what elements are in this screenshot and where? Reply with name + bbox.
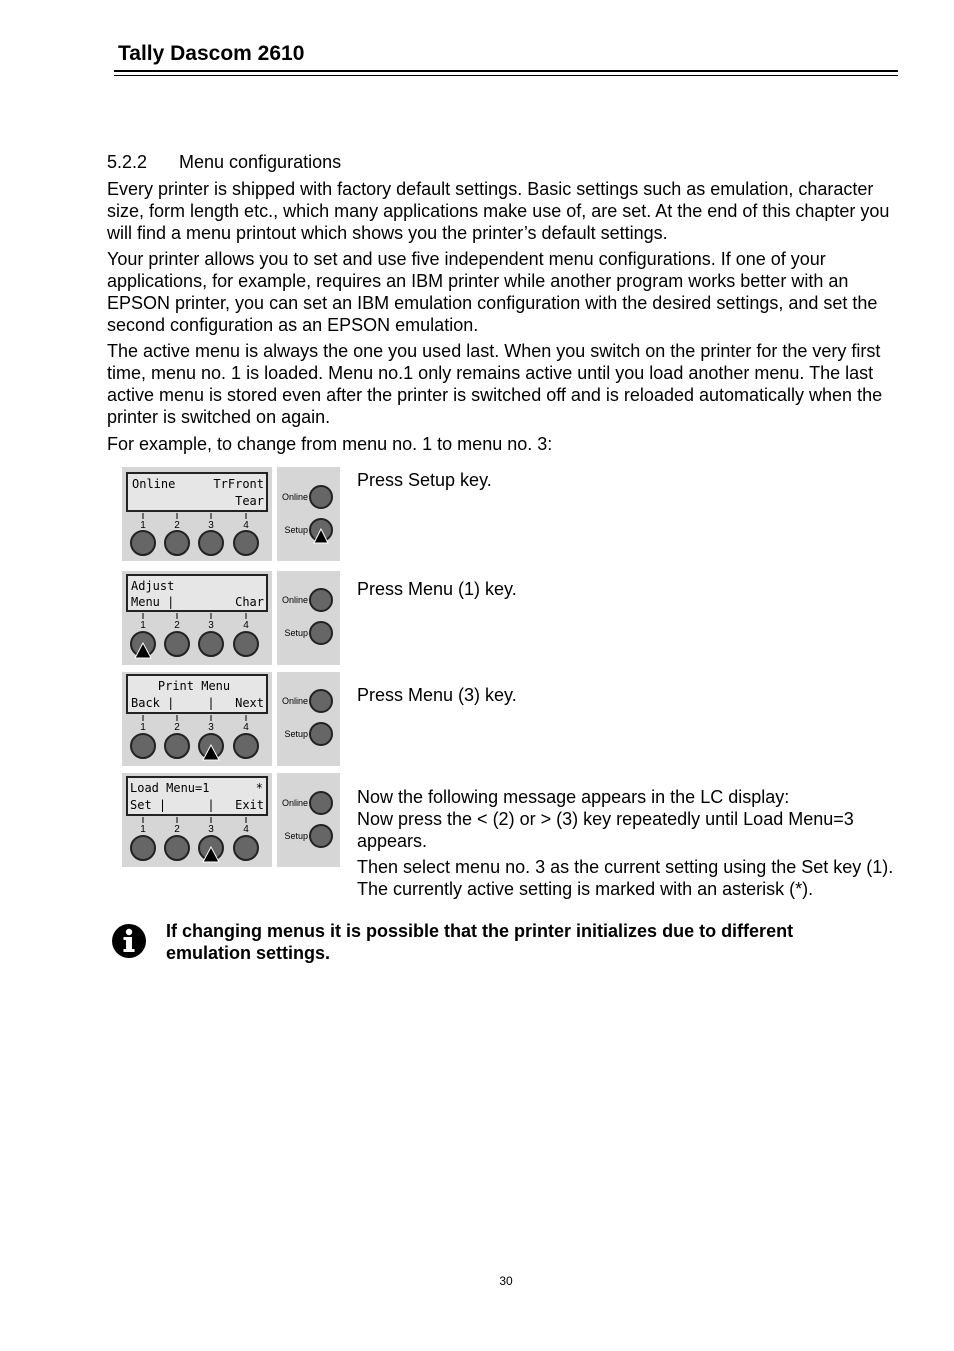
key-label-3: 3 — [208, 520, 214, 531]
header-rule — [114, 70, 898, 76]
paragraph-example: For example, to change from menu no. 1 to menu no. 3: — [107, 434, 553, 454]
online-button-label: Online — [281, 492, 308, 502]
menu-key-3 — [199, 531, 223, 555]
menu-key-2 — [165, 734, 189, 758]
menu-key-4 — [234, 836, 258, 860]
menu-key-1 — [131, 836, 155, 860]
menu-key-2 — [165, 632, 189, 656]
online-button — [310, 486, 332, 508]
section-heading — [107, 152, 341, 173]
step-select-menu: Then select menu no. 3 as the current setting using the Set key (1). The currently active setting is marked with an asterisk (*). — [357, 857, 894, 899]
menu-key-3 — [199, 632, 223, 656]
key-label-3: 3 — [208, 620, 214, 631]
key-label-1: 1 — [140, 824, 146, 835]
paragraph-active-menu: The active menu is always the one you used last. When you switch on the printer for the very first time, menu no. 1 is loaded. Menu no.1 only remains active until you load another menu. The last active menu is stored even after the printer is switched off and is reloaded automatically when the printer is switched on again. — [107, 341, 883, 427]
lcd-line1-left: Load Menu=1 — [130, 781, 210, 795]
setup-button-label: Setup — [284, 729, 308, 739]
menu-key-2 — [165, 836, 189, 860]
online-button — [310, 792, 332, 814]
note-text: If changing menus it is possible that the printer initializes due to different emulation settings. — [166, 921, 794, 963]
lcd-line2-right: Char — [235, 595, 264, 609]
info-icon — [111, 923, 147, 959]
key-label-4: 4 — [243, 520, 249, 531]
step-press-menu-3: Press Menu (3) key. — [357, 685, 517, 705]
lcd-line2-left: Back | — [131, 696, 175, 710]
key-label-4: 4 — [243, 722, 249, 733]
step-press-menu-1: Press Menu (1) key. — [357, 579, 517, 599]
printer-panel-setup — [122, 467, 340, 561]
key-label-2: 2 — [174, 620, 180, 631]
printer-panel-adjust — [122, 571, 340, 665]
key-label-1: 1 — [140, 620, 146, 631]
printer-panel-load-menu — [122, 773, 340, 867]
paragraph-defaults: Every printer is shipped with factory default settings. Basic settings such as emulation, character size, form length etc., which many applications make use of, are set. At the end of this chapter you will find a menu printout which shows you the printer’s default settings. — [107, 179, 890, 243]
online-button — [310, 690, 332, 712]
key-label-2: 2 — [174, 722, 180, 733]
setup-button-label: Setup — [284, 628, 308, 638]
section-title: Menu configurations — [179, 152, 342, 172]
online-button-label: Online — [281, 696, 308, 706]
setup-button — [310, 723, 332, 745]
setup-button — [310, 622, 332, 644]
menu-key-4 — [234, 632, 258, 656]
lcd-line1-left: Online — [132, 477, 176, 491]
key-label-4: 4 — [243, 824, 249, 835]
key-label-1: 1 — [140, 520, 146, 531]
lcd-line2-mid: | — [207, 696, 215, 710]
menu-key-2 — [165, 531, 189, 555]
online-button — [310, 589, 332, 611]
setup-button-label: Setup — [284, 525, 308, 535]
lcd-line2-mid: | — [207, 798, 215, 812]
key-label-2: 2 — [174, 520, 180, 531]
lcd-line2-left: Menu | — [131, 595, 175, 609]
step-load-menu-message: Now the following message appears in the LC display: Now press the < (2) or > (3) key repeatedly until Load Menu=3 appears. — [357, 787, 854, 851]
lcd-line2-right: Tear — [235, 494, 264, 508]
menu-key-4 — [234, 531, 258, 555]
setup-button — [310, 825, 332, 847]
key-label-3: 3 — [208, 722, 214, 733]
key-label-1: 1 — [140, 722, 146, 733]
online-button-label: Online — [281, 595, 308, 605]
key-label-2: 2 — [174, 824, 180, 835]
menu-key-1 — [131, 531, 155, 555]
printer-panel-print-menu — [122, 672, 340, 766]
lcd-line1-right: * — [255, 781, 263, 795]
lcd-line1-center: Print Menu — [157, 679, 231, 693]
lcd-line2-right: Exit — [235, 798, 264, 812]
section-number: 5.2.2 — [107, 152, 148, 172]
page-number: 30 — [499, 1274, 513, 1288]
online-button-label: Online — [281, 798, 308, 808]
menu-key-1 — [131, 734, 155, 758]
document-header-title: Tally Dascom 2610 — [118, 42, 305, 65]
lcd-line2-right: Next — [235, 696, 264, 710]
setup-button-label: Setup — [284, 831, 308, 841]
lcd-line1-left: Adjust — [131, 579, 175, 593]
menu-key-4 — [234, 734, 258, 758]
key-label-4: 4 — [243, 620, 249, 631]
step-press-setup: Press Setup key. — [357, 470, 492, 490]
paragraph-configurations: Your printer allows you to set and use five independent menu configurations. If one of your applications, for example, requires an IBM printer while another program works better with an EPSON printer, you can set an IBM emulation configuration with the desired settings, and set the second configuration as an EPSON emulation. — [107, 249, 878, 335]
lcd-line1-right: TrFront — [213, 477, 264, 491]
lcd-line2-left: Set | — [130, 798, 167, 812]
key-label-3: 3 — [208, 824, 214, 835]
